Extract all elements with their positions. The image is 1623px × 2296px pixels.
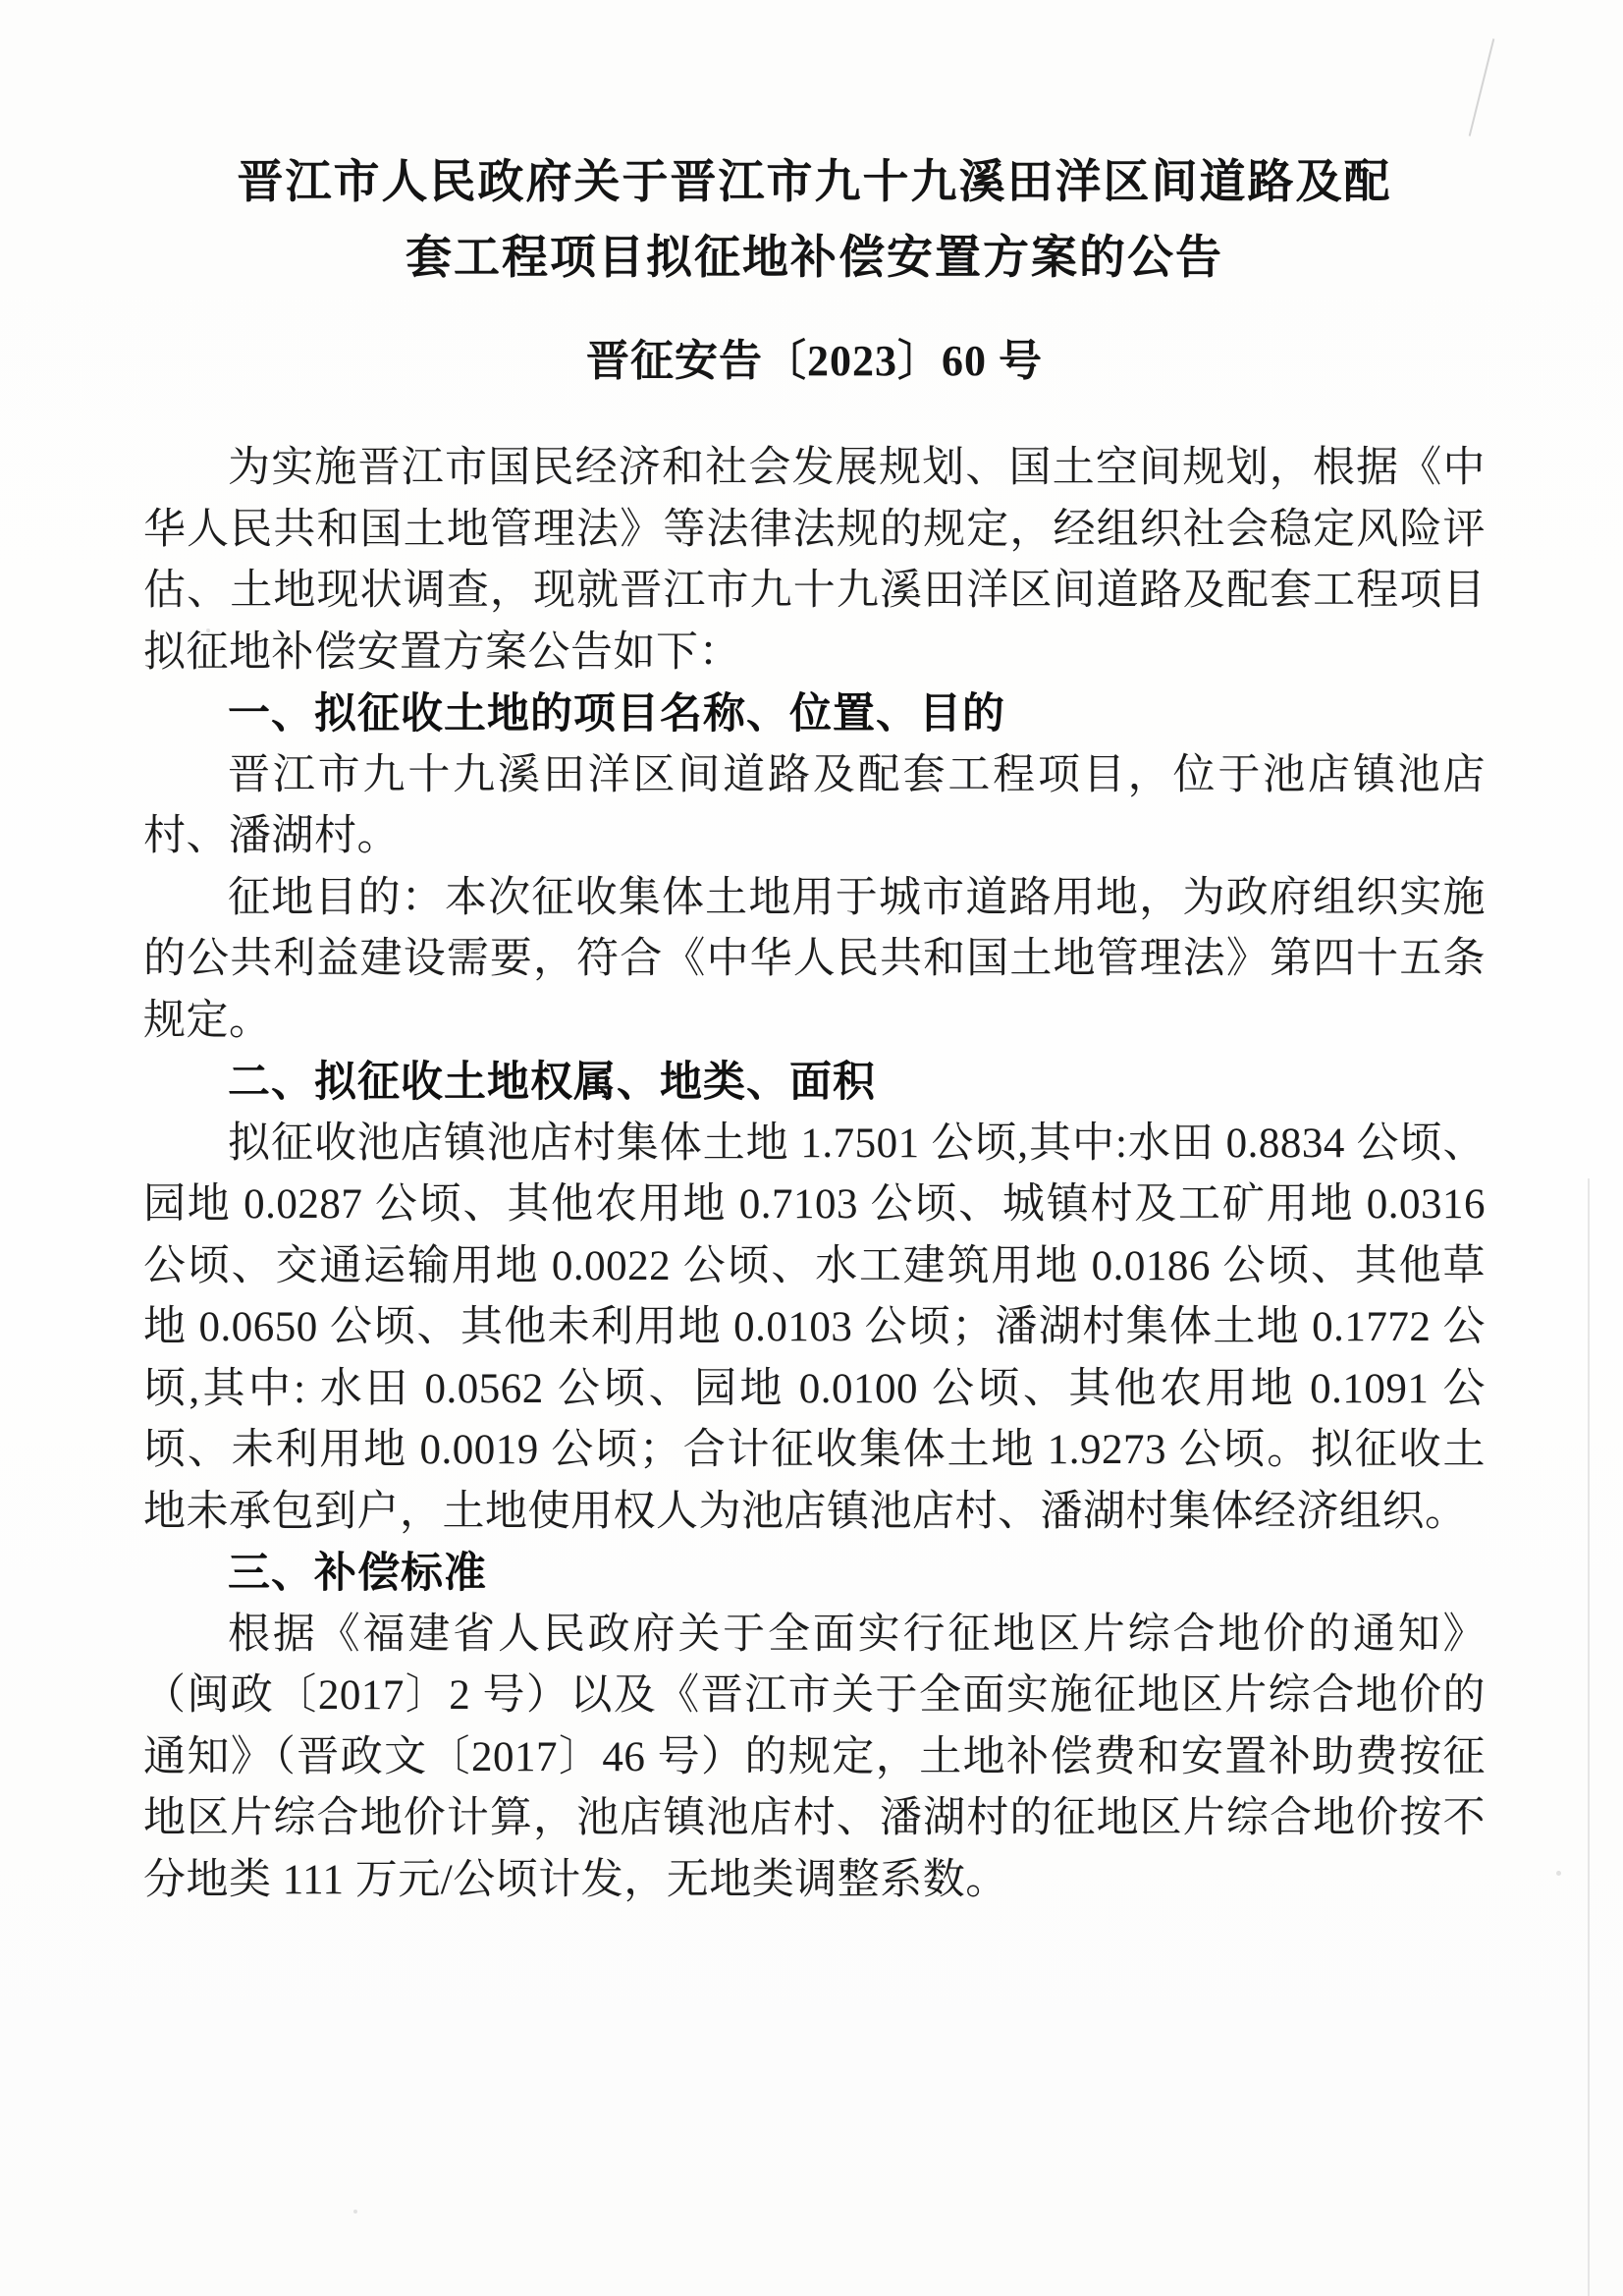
section-heading-3: 三、补偿标准 [228, 1550, 487, 1597]
body-paragraph: 根据《福建省人民政府关于全面实行征地区片综合地价的通知》（闽政〔2017〕2 号）以及《晋江市关于全面实施征地区片综合地价的通知》（晋政文〔2017〕46 号）的规定，土地补偿费和安置补助费按征地区片综合地价计算，池店镇池店村、潘湖村的征地区片综合地价按不分地类 111 万元/公顷计发，无地类调整系数。 [143, 1611, 1486, 1903]
scan-artifact-speck [1556, 1871, 1561, 1876]
document-title-line2: 套工程项目拟征地补偿安置方案的公告 [406, 231, 1223, 283]
section-heading-1: 一、拟征收土地的项目名称、位置、目的 [228, 690, 1005, 738]
body-paragraph: 拟征收池店镇池店村集体土地 1.7501 公顷,其中:水田 0.8834 公顷、园地 0.0287 公顷、其他农用地 0.7103 公顷、城镇村及工矿用地 0.0316 公顷、交通运输用地 0.0022 公顷、水工建筑用地 0.0186 公顷、其他草地 0.0650 公顷、其他未利用地 0.0103 公顷；潘湖村集体土地 0.1772 公顷,其中: 水田 0.0562 公顷、园地 0.0100 公顷、其他农用地 0.1091 公顷、未利用地 0.0019 公顷；合计征收集体土地 1.9273 公顷。拟征收土地未承包到户，土地使用权人为池店镇池店村、潘湖村集体经济组织。 [143, 1120, 1486, 1535]
document-body [143, 438, 1486, 1911]
section-heading-2: 二、拟征收土地权属、地类、面积 [228, 1059, 876, 1106]
body-paragraph: 晋江市九十九溪田洋区间道路及配套工程项目，位于池店镇池店村、潘湖村。 [143, 751, 1486, 859]
document-number: 晋征安告〔2023〕60 号 [586, 337, 1043, 385]
document-content [143, 143, 1486, 1911]
document-title-line1: 晋江市人民政府关于晋江市九十九溪田洋区间道路及配 [237, 155, 1392, 207]
scan-artifact-scratch [1469, 38, 1495, 136]
scan-artifact-streak [1588, 1178, 1590, 2296]
body-paragraph: 征地目的：本次征收集体土地用于城市道路用地，为政府组织实施的公共利益建设需要，符合《中华人民共和国土地管理法》第四十五条规定。 [143, 874, 1486, 1044]
scan-artifact-speck [353, 2210, 357, 2214]
body-paragraph: 为实施晋江市国民经济和社会发展规划、国土空间规划，根据《中华人民共和国土地管理法》等法律法规的规定，经组织社会稳定风险评估、土地现状调查，现就晋江市九十九溪田洋区间道路及配套工程项目拟征地补偿安置方案公告如下： [143, 445, 1486, 676]
document-title [143, 143, 1486, 295]
